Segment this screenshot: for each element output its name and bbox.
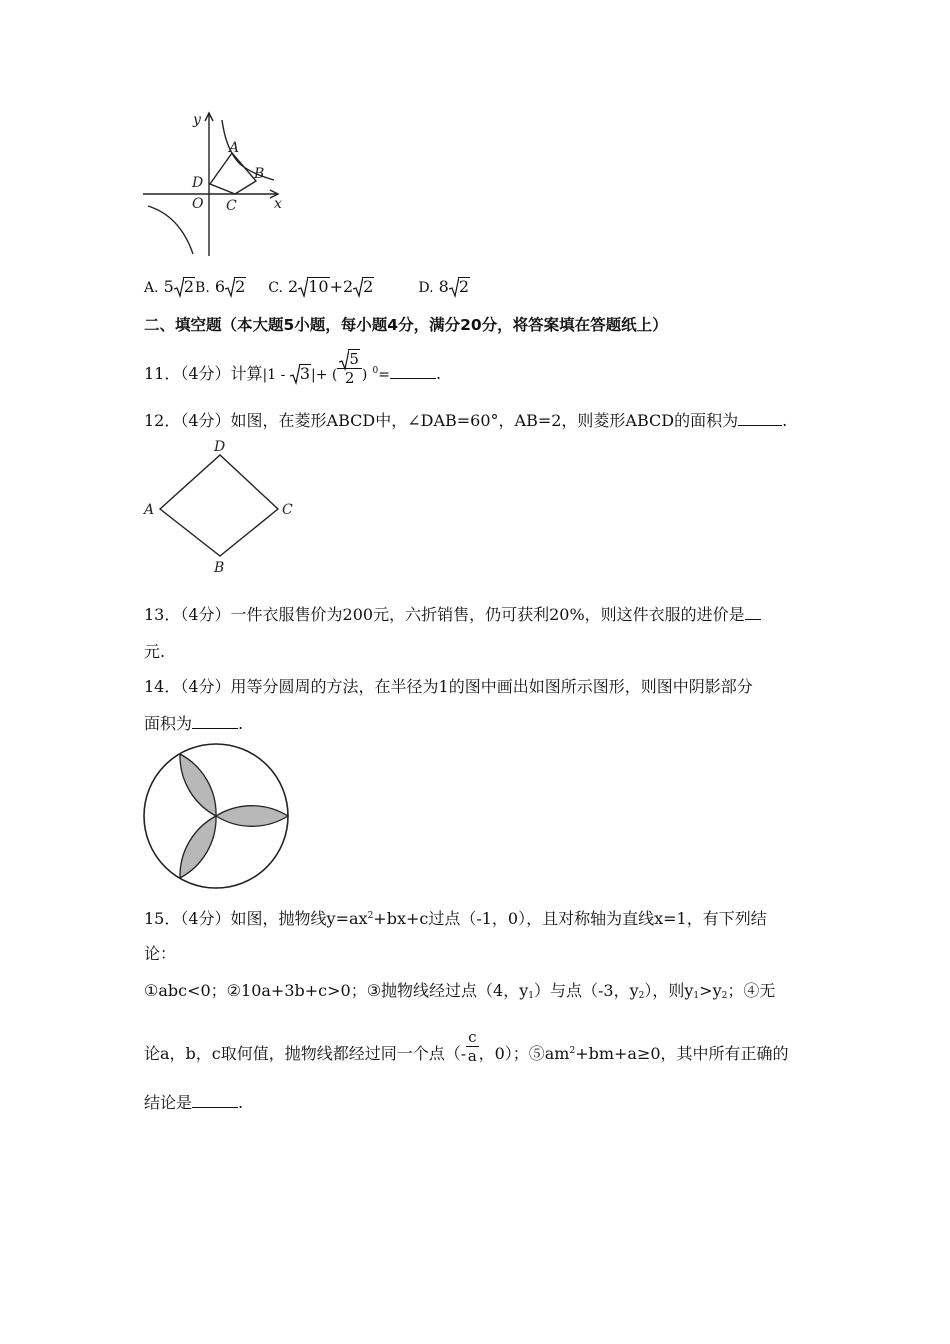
label-D: D — [214, 439, 226, 455]
answer-blank-11 — [390, 363, 436, 379]
option-c: C. 2 10+2 2 — [268, 277, 374, 296]
label-D: D — [192, 175, 204, 191]
question-15-line1: 15．（4分）如图，抛物线$y=ax^2+bx+c$过点（-1，0），且对称轴为直线x=1，有下列结 — [144, 909, 767, 928]
label-C: C — [282, 502, 293, 518]
rhombus-ABCD — [160, 455, 278, 556]
answer-blank-13 — [745, 604, 761, 620]
answer-blank-14 — [192, 713, 238, 729]
petal-right — [216, 806, 288, 827]
label-O: O — [192, 196, 204, 212]
petal-top-left — [180, 754, 216, 816]
option-b: B. 6 2 — [195, 277, 246, 296]
label-y: y — [193, 112, 201, 128]
question-15-line2: 论： — [144, 944, 177, 963]
option-a: A. 5 2 — [144, 277, 195, 296]
answer-blank-12 — [738, 410, 782, 426]
hyperbola-branch-left — [148, 206, 193, 254]
question-15-line4: 论a，b，c取何值，抛物线都经过同一个点（- $\frac{c}{a}$ ，0）；$⑤am^2+bm+a\ge 0$，其中所有正确的 — [144, 1028, 789, 1065]
figure-circle-petals — [140, 742, 292, 892]
section-title: 二、填空题（本大题5小题，每小题4分，满分20分，将答案填在答题纸上） — [144, 316, 668, 334]
q10-options — [144, 276, 470, 299]
petal-bottom-left — [180, 816, 216, 878]
question-12: 12．（4分）如图，在菱形ABCD中，∠DAB=60°，AB=2，则菱形ABCD的面积为 . — [144, 411, 788, 430]
label-B: B — [254, 166, 265, 182]
answer-blank-15 — [192, 1092, 238, 1108]
question-14-line1: 14．（4分）用等分圆周的方法，在半径为1的图中画出如图所示图形，则图中阴影部分 — [144, 677, 753, 696]
option-d: D. 8 2 — [418, 277, 469, 296]
question-15-line5: 结论是 . — [144, 1093, 244, 1112]
label-x: x — [274, 196, 282, 212]
label-B: B — [214, 560, 225, 576]
quadrilateral-ABCD — [210, 153, 256, 194]
question-13-line2: 元. — [144, 642, 166, 661]
label-A: A — [229, 140, 240, 156]
figure-rhombus — [140, 436, 300, 576]
question-13-line1: 13．（4分）一件衣服售价为200元，六折销售，仍可获利20%，则这件衣服的进价是 — [144, 604, 761, 626]
label-A: A — [144, 502, 155, 518]
question-14-line2: 面积为 . — [144, 714, 244, 733]
question-15-line3: ①abc<0；②10a+3b+c>0；③抛物线经过点（4，$y_1$）与点（-3，$y_2$），则$y_1>y_2$；④无 — [144, 981, 776, 1001]
figure-hyperbola-quadrilateral — [140, 108, 290, 260]
label-C: C — [226, 198, 237, 214]
question-11: 11．（4分）计算|1 - 3|+ ( $\frac{5}{2}$ ) $^0$= . — [144, 349, 442, 387]
